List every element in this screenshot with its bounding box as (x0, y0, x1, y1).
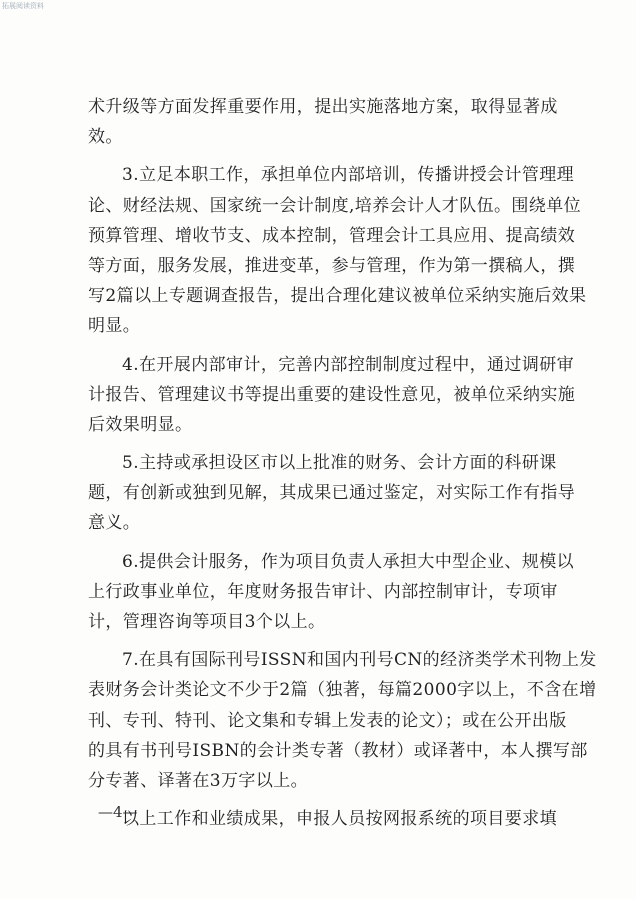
text-line: 刊、专刊、特刊、论文集和专辑上发表的论文）；或在公开出版 (88, 710, 567, 731)
text-line: 等方面，服务发展，推进变革，参与管理，作为第一撰稿人，撰 (88, 255, 576, 276)
text-line: 写2篇以上专题调查报告，提出合理化建议被单位采纳实施后效果 (88, 286, 587, 307)
text-line: 分专著、译著在3万字以上。 (88, 770, 309, 791)
page-number: —4— (98, 803, 138, 821)
text-line: 6.提供会计服务，作为项目负责人承担大中型企业、规模以 (122, 551, 575, 572)
text-line: 3.立足本职工作，承担单位内部培训，传播讲授会计管理理 (122, 165, 575, 186)
text-line: 4.在开展内部审计，完善内部控制制度过程中，通过调研审 (122, 354, 575, 375)
text-line: 表财务会计类论文不少于2篇（独著，每篇2000字以上，不含在增 (88, 680, 597, 701)
text-line: 7.在具有国际刊号ISSN和国内刊号CN的经济类学术刊物上发 (122, 650, 597, 671)
text-line: 论、财经法规、国家统一会计制度,培养会计人才队伍。围绕单位 (88, 195, 582, 216)
paragraph-continuation (88, 92, 558, 152)
text-line: 计报告、管理建议书等提出重要的建设性意见，被单位采纳实施 (88, 384, 576, 405)
paragraph-item-7 (88, 645, 597, 796)
text-line: 题，有创新或独到见解，其成果已通过鉴定，对实际工作有指导 (88, 483, 576, 504)
text-line: 计，管理咨询等项目3个以上。 (88, 612, 326, 632)
text-line: 上行政事业单位，年度财务报告审计、内部控制审计，专项审 (88, 581, 558, 602)
text-line: 术升级等方面发挥重要作用，提出实施落地方案，取得显著成 (88, 97, 558, 117)
text-line: 效。 (88, 127, 123, 148)
paragraph-item-3 (88, 160, 587, 341)
text-line: 预算管理、增收节支、成本控制，管理会计工具应用、提高绩效 (88, 225, 576, 246)
document-body (88, 92, 597, 842)
text-line: 5.主持或承担设区市以上批准的财务、会计方面的科研课 (122, 453, 557, 474)
paragraph-item-6 (88, 547, 575, 638)
text-line: 明显。 (88, 316, 141, 337)
paragraph-item-4 (88, 350, 576, 441)
paragraph-summary (88, 804, 558, 834)
text-line: 后效果明显。 (88, 414, 193, 435)
text-line: 以上工作和业绩成果，申报人员按网报系统的项目要求填 (122, 809, 557, 830)
corner-mark: 拓展阅读资料 (2, 2, 44, 10)
text-line: 意义。 (88, 513, 141, 534)
paragraph-item-5 (88, 448, 576, 539)
text-line: 的具有书刊号ISBN的会计类专著（教材）或译著中，本人撰写部 (88, 740, 588, 761)
